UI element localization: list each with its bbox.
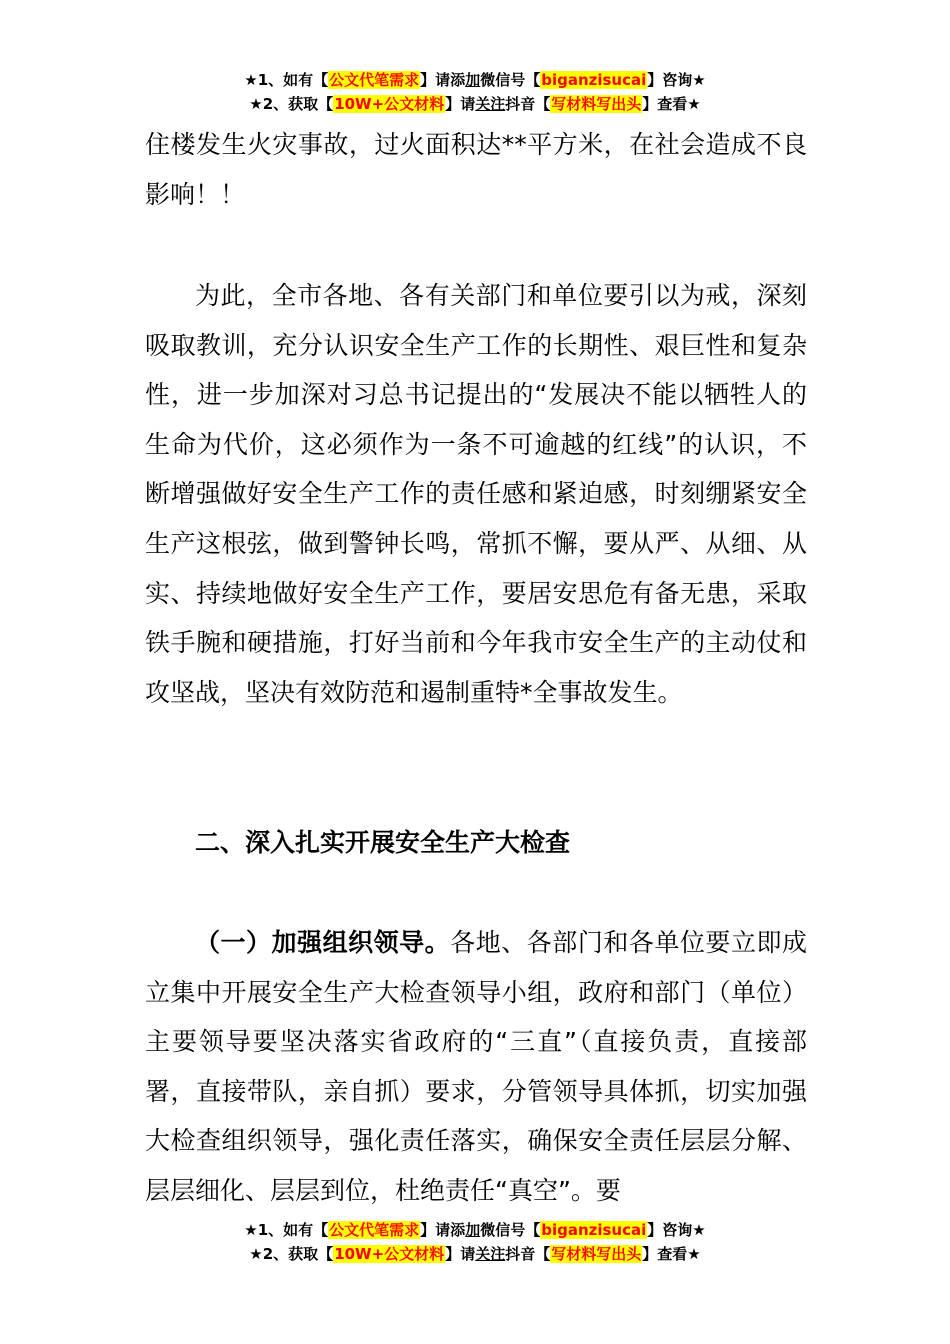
promo-line-2: ★2、获取【10W+公文材料】请关注抖音【写材料写出头】查看★ [249,95,701,113]
paragraph-organization: （一）加强组织领导。各地、各部门和各单位要立即成立集中开展安全生产大检查领导小组，政府和部门（单位）主要领导要坚决落实省政府的“三直”（直接负责，直接部署，直接带队，亲自抓）要求，分管领导具体抓，切实加强大检查组织领导，强化责任落实，确保安全责任层层分解、层层细化、层层到位，杜绝责任“真空”。要 [145,928,807,1205]
promo-highlight-wechat: biganzisucai [541,71,647,89]
promo-highlight-douyin: 写材料写出头 [551,95,642,113]
paragraph-lessons: 为此，全市各地、各有关部门和单位要引以为戒，深刻吸取教训，充分认识安全生产工作的长期性、艰巨性和复杂性，进一步加深对习总书记提出的“发展决不能以牺牲人的生命为代价，这必须作为一条不可逾越的红线”的认识，不断增强做好安全生产工作的责任感和紧迫感，时刻绷紧安全生产这根弦，做到警钟长鸣，常抓不懈，要从严、从细、从实、持续地做好安全生产工作，要居安思危有备无患，采取铁手腕和硬措施，打好当前和今年我市安全生产的主动仗和攻坚战，坚决有效防范和遏制重特*全事故发生。 [145,281,807,707]
promo-highlight-douyin: 写材料写出头 [551,1245,642,1263]
promo-highlight-service: 公文代笔需求 [329,71,420,89]
subsection-title: （一）加强组织领导。 [195,928,451,957]
paragraph-fire-accident: 住楼发生火灾事故，过火面积达**平方米，在社会造成不良影响！！ [145,130,807,209]
promo-highlight-service: 公文代笔需求 [329,1221,420,1239]
promo-highlight-wechat: biganzisucai [541,1221,647,1239]
promo-line-1: ★1、如有【公文代笔需求】请添加微信号【biganzisucai】咨询★ [244,71,706,89]
promo-highlight-materials: 10W+公文材料 [334,95,445,113]
promo-line-1: ★1、如有【公文代笔需求】请添加微信号【biganzisucai】咨询★ [244,1221,706,1239]
top-promo-banner [0,68,950,116]
promo-line-2: ★2、获取【10W+公文材料】请关注抖音【写材料写出头】查看★ [249,1245,701,1263]
section-heading: 二、深入扎实开展安全生产大检查 [195,828,571,857]
promo-highlight-materials: 10W+公文材料 [334,1245,445,1263]
bottom-promo-banner [0,1218,950,1266]
